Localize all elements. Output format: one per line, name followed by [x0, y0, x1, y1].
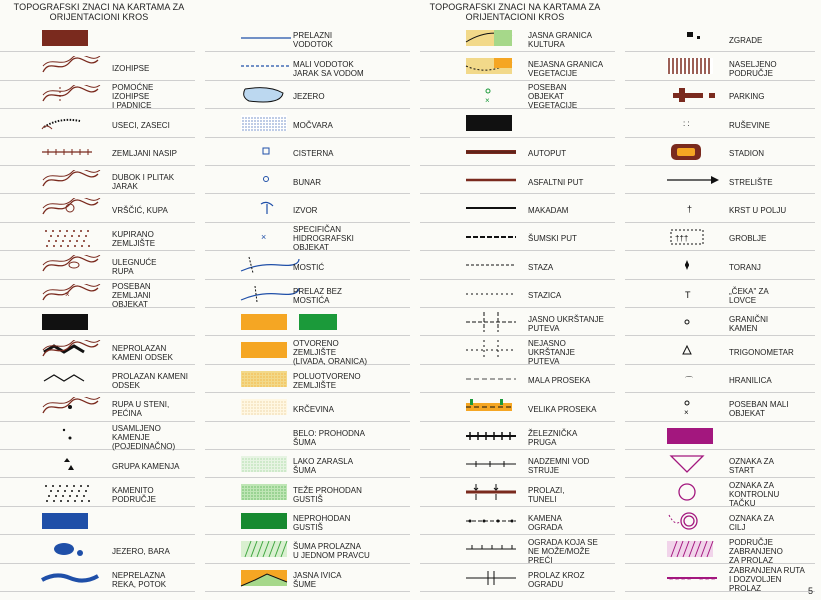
legend-label: KRČEVINA [293, 404, 334, 414]
legend-row [205, 194, 410, 222]
legend-label: ŽELEZNIČKA PRUGA [528, 428, 578, 447]
legend-label: POSEBAN OBJEKAT VEGETACIJE [528, 83, 578, 111]
legend-row [205, 223, 410, 251]
legend-label: PARKING [729, 92, 765, 102]
legend-label: LAKO ZARASLA ŠUMA [293, 457, 354, 476]
legend-row [205, 52, 410, 80]
legend-row [420, 223, 615, 251]
legend-symbol-icon [464, 56, 534, 76]
legend-row [420, 308, 615, 336]
legend-symbol-icon [665, 142, 735, 162]
legend-row [420, 507, 615, 535]
legend-label: TORANJ [729, 262, 761, 272]
legend-label: OZNAKA ZA KONTROLNU TAČKU [729, 481, 780, 509]
legend-row [205, 507, 410, 535]
legend-label: PRELAZ BEZ MOSTIĆA [293, 286, 342, 305]
legend-label: NEJASNA GRANICA VEGETACIJE [528, 59, 604, 78]
legend-symbol-icon [464, 113, 534, 133]
svg-text:†: † [687, 204, 693, 215]
right-title: TOPOGRAFSKI ZNACI NA KARTAMA ZA ORIJENTACIONI KROS [429, 2, 601, 22]
legend-row [625, 535, 815, 563]
legend-label: AUTOPUT [528, 149, 567, 159]
legend-label: ZGRADE [729, 35, 763, 45]
legend-row [205, 251, 410, 279]
legend-row [625, 422, 815, 450]
legend-symbol-icon [665, 198, 735, 218]
legend-symbol-icon [40, 198, 110, 218]
legend-symbol-icon [665, 227, 735, 247]
legend-label: ASFALTNI PUT [528, 177, 584, 187]
legend-row [420, 535, 615, 563]
legend-symbol-icon [464, 340, 534, 360]
legend-symbol-icon [665, 426, 735, 446]
legend-symbol-icon [464, 28, 534, 48]
legend-label: RUŠEVINE [729, 120, 770, 130]
legend-row [0, 365, 195, 393]
legend-row [625, 507, 815, 535]
legend-label: JASNO UKRŠTANJE PUTEVA [528, 315, 604, 334]
legend-label: KAMENITO PODRUČJE [112, 485, 157, 504]
legend-row [205, 24, 410, 52]
legend-symbol-icon [40, 284, 110, 304]
legend-row [205, 138, 410, 166]
legend-label: PROLAZ KROZ OGRADU [528, 570, 585, 589]
legend-row [625, 109, 815, 137]
legend-label: NEJASNO UKRŠTANJE PUTEVA [528, 339, 575, 367]
legend-symbol-icon [464, 568, 534, 588]
legend-symbol-icon [40, 142, 110, 162]
legend-symbol-icon [464, 397, 534, 417]
legend-label: „ČEKA" ZA LOVCE [729, 286, 769, 305]
legend-symbol-icon [665, 568, 735, 588]
svg-text:×: × [261, 231, 267, 242]
legend-label: NEPROLAZAN KAMENI ODSEK [112, 343, 173, 362]
legend-row [420, 81, 615, 109]
svg-text:×: × [65, 289, 70, 299]
legend-symbol-icon [464, 255, 534, 275]
legend-symbol-icon [665, 255, 735, 275]
legend-label: STRELIŠTE [729, 177, 773, 187]
legend-label: ZABRANJENA RUTA I DOZVOLJEN PROLAZ [729, 566, 805, 594]
legend-label: STAZA [528, 262, 554, 272]
legend-symbol-icon [665, 284, 735, 304]
legend-row [0, 138, 195, 166]
legend-label: VELIKA PROSEKA [528, 404, 597, 414]
legend-row [625, 81, 815, 109]
legend-symbol-icon [665, 482, 735, 502]
legend-label: OZNAKA ZA CILJ [729, 513, 774, 532]
legend-row [0, 507, 195, 535]
legend-symbol-icon [464, 511, 534, 531]
legend-label: ULEGNUĆE RUPA [112, 258, 157, 277]
legend-row [205, 393, 410, 421]
legend-label: POSEBAN ZEMLJANI OBJEKAT [112, 282, 151, 310]
legend-label: HRANILICA [729, 376, 772, 386]
legend-symbol-icon [665, 312, 735, 332]
legend-label: MOSTIĆ [293, 262, 325, 272]
legend-symbol-icon [464, 454, 534, 474]
legend-symbol-icon [40, 28, 110, 48]
legend-row [625, 166, 815, 194]
legend-label: JEZERO [293, 92, 325, 102]
legend-row [420, 109, 615, 137]
legend-row [205, 109, 410, 137]
legend-row [205, 166, 410, 194]
legend-symbol-icon [40, 312, 110, 332]
legend-symbol-icon [665, 28, 735, 48]
legend-row [625, 365, 815, 393]
legend-label: POSEBAN MALI OBJEKAT [729, 400, 789, 419]
legend-label: POMOĆNE IZOHIPSE I PADNICE [112, 83, 154, 111]
legend-label: BELO: PROHODNA ŠUMA [293, 428, 366, 447]
legend-symbol-icon [665, 511, 735, 531]
legend-row [205, 564, 410, 592]
legend-symbol-icon [40, 85, 110, 105]
legend-row [420, 564, 615, 592]
legend-label: PRELAZNI VODOTOK [293, 31, 333, 50]
legend-row [0, 564, 195, 592]
legend-label: VRŠČIĆ, KUPA [112, 206, 168, 216]
legend-row [0, 109, 195, 137]
legend-row [0, 223, 195, 251]
legend-symbol-icon [40, 369, 110, 389]
legend-symbol-icon [665, 397, 735, 417]
legend-row [205, 365, 410, 393]
legend-symbol-icon [665, 113, 735, 133]
legend-label: ŠUMSKI PUT [528, 234, 577, 244]
legend-row [420, 194, 615, 222]
svg-text:×: × [687, 575, 692, 583]
legend-symbol-icon [40, 340, 110, 360]
legend-row [0, 535, 195, 563]
legend-label: BUNAR [293, 177, 322, 187]
legend-symbol-icon [665, 340, 735, 360]
legend-label: OTVORENO ZEMLJIŠTE (LIVADA, ORANICA) [293, 339, 368, 367]
legend-label: STADION [729, 149, 764, 159]
legend-label: PROLAZI, TUNELI [528, 485, 565, 504]
legend-label: USECI, ZASECI [112, 120, 170, 130]
legend-label: KAMENA OGRADA [528, 513, 563, 532]
legend-symbol-icon [464, 170, 534, 190]
legend-label: DUBOK I PLITAK JARAK [112, 173, 175, 192]
legend-row [420, 450, 615, 478]
legend-row [205, 535, 410, 563]
legend-symbol-icon [464, 369, 534, 389]
svg-text:×: × [711, 575, 716, 583]
legend-symbol-icon [40, 454, 110, 474]
legend-label: RUPA U STENI, PEĆINA [112, 400, 170, 419]
legend-row [420, 166, 615, 194]
legend-row [625, 24, 815, 52]
legend-row [205, 450, 410, 478]
legend-symbol-icon [665, 539, 735, 559]
page-number: 5 [807, 586, 813, 596]
legend-row [0, 336, 195, 364]
legend-symbol-icon [40, 539, 110, 559]
legend-label: KRST U POLJU [729, 206, 787, 216]
legend-symbol-icon [239, 312, 339, 332]
legend-symbol-icon [40, 255, 110, 275]
legend-row [0, 478, 195, 506]
legend-label: KUPIRANO ZEMLJIŠTE [112, 229, 156, 248]
legend-row [0, 393, 195, 421]
svg-text:×: × [705, 575, 710, 583]
legend-row [625, 138, 815, 166]
legend-row [625, 478, 815, 509]
legend-symbol-icon [464, 198, 534, 218]
legend-row [625, 280, 815, 308]
legend-symbol-icon [464, 539, 534, 559]
legend-row [420, 393, 615, 421]
legend-label: GRUPA KAMENJA [112, 461, 180, 471]
legend-label: IZVOR [293, 206, 318, 216]
legend-label: ZEMLJANI NASIP [112, 149, 177, 159]
legend-row [0, 450, 195, 478]
svg-text:†††: ††† [675, 233, 689, 243]
svg-text:T: T [685, 289, 691, 300]
legend-row [625, 336, 815, 364]
svg-text:×: × [675, 575, 680, 583]
legend-row [0, 194, 195, 222]
legend-symbol-icon [665, 56, 735, 76]
legend-row [625, 393, 815, 421]
legend-symbol-icon [665, 85, 735, 105]
legend-label: PROLAZAN KAMENI ODSEK [112, 371, 189, 390]
legend-row [420, 365, 615, 393]
legend-row [205, 280, 410, 308]
legend-row [420, 336, 615, 367]
legend-label: OZNAKA ZA START [729, 457, 774, 476]
legend-label: TRIGONOMETAR [729, 348, 794, 358]
left-title: TOPOGRAFSKI ZNACI NA KARTAMA ZA ORIJENTACIONI KROS [13, 2, 185, 22]
legend-row [625, 194, 815, 222]
legend-label: IZOHIPSE [112, 64, 150, 74]
legend-label: CISTERNA [293, 149, 334, 159]
legend-label: JEZERO, BARA [112, 546, 170, 556]
legend-label: GRANIČNI KAMEN [729, 315, 769, 334]
legend-symbol-icon [40, 568, 110, 588]
legend-symbol-icon [40, 482, 110, 502]
legend-symbol-icon [464, 482, 534, 502]
legend-label: POLUOTVORENO ZEMLJIŠTE [293, 371, 361, 390]
legend-label: MALI VODOTOK JARAK SA VODOM [293, 59, 364, 78]
legend-row [420, 138, 615, 166]
legend-row [420, 251, 615, 279]
legend-row [0, 308, 195, 336]
legend-label: MALA PROSEKA [528, 376, 591, 386]
legend-symbol-icon [665, 369, 735, 389]
legend-row [0, 52, 195, 80]
legend-symbol-icon [40, 170, 110, 190]
legend-row [420, 478, 615, 506]
legend-row [0, 280, 195, 308]
legend-label: SPECIFIČAN HIDROGRAFSKI OBJEKAT [293, 225, 354, 253]
legend-symbol-icon [464, 142, 534, 162]
legend-symbol-icon [464, 284, 534, 304]
legend-symbol-icon [40, 511, 110, 531]
legend-label: NEPROHODAN GUSTIŠ [293, 513, 351, 532]
legend-symbol-icon [40, 227, 110, 247]
legend-row [0, 166, 195, 194]
legend-label: PODRUČJE ZABRANJENO ZA PROLAZ [729, 537, 783, 565]
legend-symbol-icon [464, 227, 534, 247]
svg-text:×: × [699, 575, 704, 583]
legend-symbol-icon [665, 454, 735, 474]
legend-symbol-icon [464, 312, 534, 332]
legend-row [625, 450, 815, 478]
legend-symbol-icon [40, 56, 110, 76]
svg-text:×: × [681, 575, 686, 583]
legend-label: TEŽE PROHODAN GUSTIŠ [293, 485, 362, 504]
legend-symbol-icon [464, 426, 534, 446]
legend-row [420, 422, 615, 450]
legend-row [625, 308, 815, 336]
legend-row [625, 52, 815, 80]
legend-label: OGRADA KOJA SE NE MOŽE/MOŽE PREĆI [528, 537, 598, 565]
legend-label: MAKADAM [528, 206, 569, 216]
legend-row [205, 308, 410, 336]
legend-symbol-icon [665, 170, 735, 190]
legend-row [205, 336, 410, 367]
legend-label: MOČVARA [293, 120, 333, 130]
legend-row [625, 564, 815, 592]
legend-label: STAZICA [528, 291, 562, 301]
legend-row [0, 422, 195, 450]
legend-row [0, 251, 195, 279]
legend-symbol-icon [40, 426, 110, 446]
legend-row [205, 81, 410, 109]
legend-label: NADZEMNI VOD STRUJE [528, 457, 590, 476]
legend-label: JASNA IVICA ŠUME [293, 570, 342, 589]
legend-label: JASNA GRANICA KULTURA [528, 31, 593, 50]
svg-text:×: × [669, 575, 674, 583]
legend-row [420, 52, 615, 80]
svg-text:: :: : : [683, 119, 690, 129]
svg-text:×: × [485, 95, 490, 105]
legend-label: ŠUMA PROLAZNA U JEDNOM PRAVCU [293, 542, 370, 561]
legend-row [420, 280, 615, 308]
legend-row [625, 223, 815, 251]
legend-row [0, 24, 195, 52]
svg-text:×: × [684, 408, 689, 418]
legend-symbol-icon [464, 85, 534, 105]
legend-label: NEPRELAZNA REKA, POTOK [112, 570, 167, 589]
legend-row [205, 478, 410, 506]
legend-label: NASELJENO PODRUČJE [729, 59, 777, 78]
legend-row [420, 24, 615, 52]
legend-row [625, 251, 815, 279]
legend-symbol-icon [40, 397, 110, 417]
legend-row [205, 422, 410, 450]
svg-text:⌒: ⌒ [685, 375, 693, 385]
legend-label: USAMLJENO KAMENJE (POJEDINAČNO) [112, 424, 176, 452]
legend-symbol-icon [40, 113, 110, 133]
legend-label: GROBLJE [729, 234, 767, 244]
legend-row [0, 81, 195, 109]
